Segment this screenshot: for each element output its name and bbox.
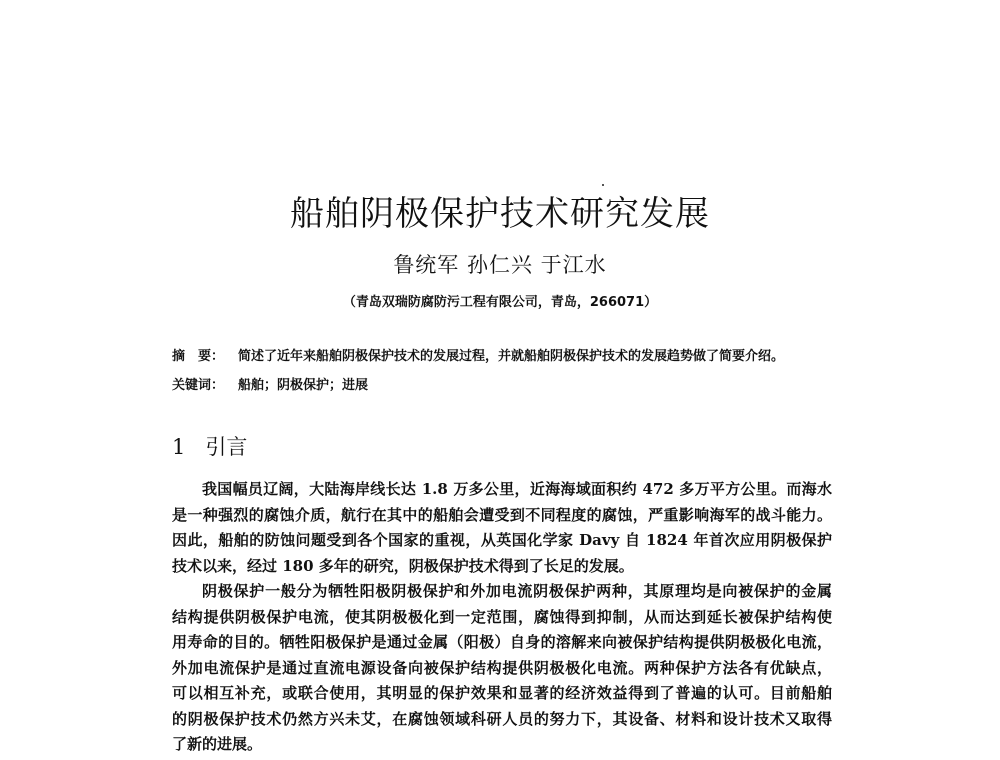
keywords xyxy=(172,374,368,393)
paragraph-line: 是一种强烈的腐蚀介质，航行在其中的船舶会遭受到不同程度的腐蚀，严重影响海军的战斗能力。 xyxy=(172,505,832,524)
paragraph-line: 技术以来，经过 180 多年的研究，阴极保护技术得到了长足的发展。 xyxy=(172,556,634,575)
paper-title: 船舶阴极保护技术研究发展 xyxy=(290,194,710,234)
section-title: 引言 xyxy=(205,435,248,459)
abstract xyxy=(172,345,784,364)
paragraph-line: 阴极保护一般分为牺牲阳极阴极保护和外加电流阴极保护两种，其原理均是向被保护的金属 xyxy=(202,582,832,600)
paragraph-line: 可以相互补充，或联合使用，其明显的保护效果和显著的经济效益得到了普遍的认可。目前船舶 xyxy=(172,684,832,702)
paragraph-line: 的阴极保护技术仍然方兴未艾，在腐蚀领域科研人员的努力下，其设备、材料和设计技术又取得 xyxy=(172,709,832,728)
paragraph-2 xyxy=(172,579,832,758)
keywords-text: 船舶；阴极保护；进展 xyxy=(238,378,369,393)
section-number: 1 xyxy=(172,435,186,459)
keywords-label: 关键词： xyxy=(172,378,225,393)
paragraph-1 xyxy=(172,477,832,579)
paragraph-line: 用寿命的目的。牺牲阳极保护是通过金属（阳极）自身的溶解来向被保护结构提供阴极极化电流， xyxy=(172,633,832,651)
paragraph-line: 结构提供阴极保护电流，使其阴极极化到一定范围，腐蚀得到抑制，从而达到延长被保护结构使 xyxy=(172,607,832,626)
paragraph-line: 外加电流保护是通过直流电源设备向被保护结构提供阴极极化电流。两种保护方法各有优缺点， xyxy=(172,658,832,677)
abstract-text: 简述了近年来船舶阴极保护技术的发展过程，并就船舶阴极保护技术的发展趋势做了简要介绍。 xyxy=(238,349,785,364)
paragraph-line: 了新的进展。 xyxy=(172,735,263,753)
abstract-label: 摘 要： xyxy=(172,349,225,364)
paper-affiliation: （青岛双瑞防腐防污工程有限公司，青岛，266071） xyxy=(342,295,658,310)
section-heading xyxy=(172,431,247,461)
paragraph-line: 我国幅员辽阔，大陆海岸线长达 1.8 万多公里，近海海域面积约 472 多万平方公里。而海水 xyxy=(202,480,832,498)
paper-authors: 鲁统军 孙仁兴 于江水 xyxy=(393,253,607,277)
paragraph-line: 因此，船舶的防蚀问题受到各个国家的重视，从英国化学家 Davy 自 1824 年首次应用阴极保护 xyxy=(172,531,832,549)
